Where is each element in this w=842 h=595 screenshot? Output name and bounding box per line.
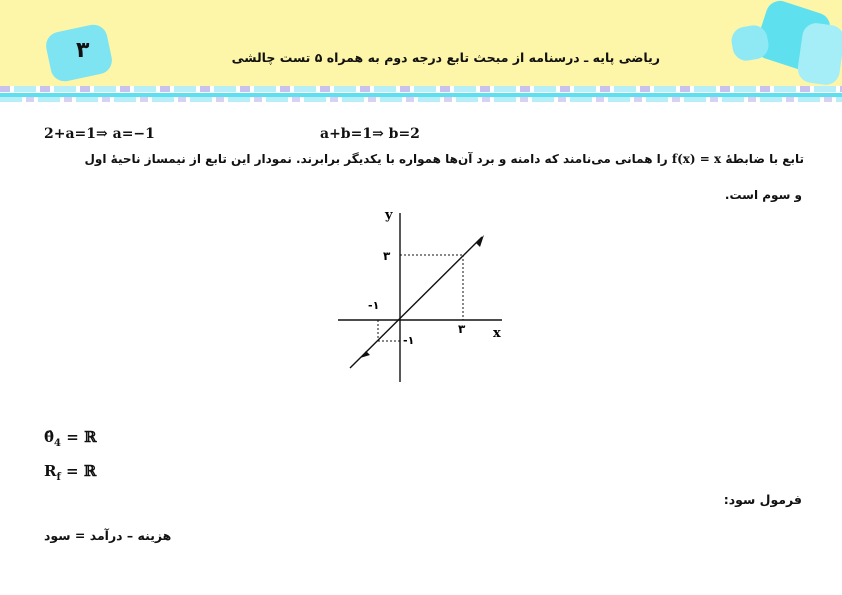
domain-symbol: θ̂ xyxy=(44,428,55,446)
header-stripe xyxy=(0,97,842,102)
profit-formula: هزینه – درآمد = سود xyxy=(44,528,172,543)
range-formula xyxy=(44,462,96,483)
x-tick-label: ۳ xyxy=(458,322,466,336)
identity-function-paragraph xyxy=(85,152,805,166)
identity-formula: f(x) = x xyxy=(671,152,722,166)
neg-y-label: -۱ xyxy=(403,334,415,347)
page-title: ریاضی پایه ـ درسنامه از مبحث تابع درجه دوم به همراه ۵ تست چالشی xyxy=(231,50,660,65)
equation-left: 2+a=1⇒ a=−1 xyxy=(44,126,155,142)
page-number: ۳ xyxy=(76,38,90,63)
header-decoration xyxy=(796,21,842,86)
range-rhs: = ℝ xyxy=(60,462,97,480)
paragraph-line-2: و سوم است. xyxy=(724,188,802,202)
y-axis-label: y xyxy=(385,208,393,223)
arrow-head-lower xyxy=(360,351,370,358)
domain-rhs: = ℝ xyxy=(60,428,97,446)
paragraph-text: تابع با ضابطهٔ xyxy=(721,152,804,166)
page-header xyxy=(0,0,842,92)
neg-x-label: -۱ xyxy=(368,299,380,312)
y-tick-label: ۳ xyxy=(383,249,391,263)
identity-function-graph xyxy=(330,205,510,385)
range-symbol: R xyxy=(44,462,57,480)
paragraph-text: را همانی می‌نامند که دامنه و برد آن‌ها همواره با یکدیگر برابرند. نمودار این تابع از نیمساز ناحیهٔ اول xyxy=(84,152,668,166)
domain-formula xyxy=(44,428,96,449)
header-stripe xyxy=(0,86,842,92)
range-subscript: f xyxy=(56,472,61,483)
domain-subscript: 4 xyxy=(54,438,61,449)
x-axis-label: x xyxy=(493,326,501,341)
profit-heading: فرمول سود: xyxy=(723,492,802,507)
equation-right: a+b=1⇒ b=2 xyxy=(320,126,420,142)
